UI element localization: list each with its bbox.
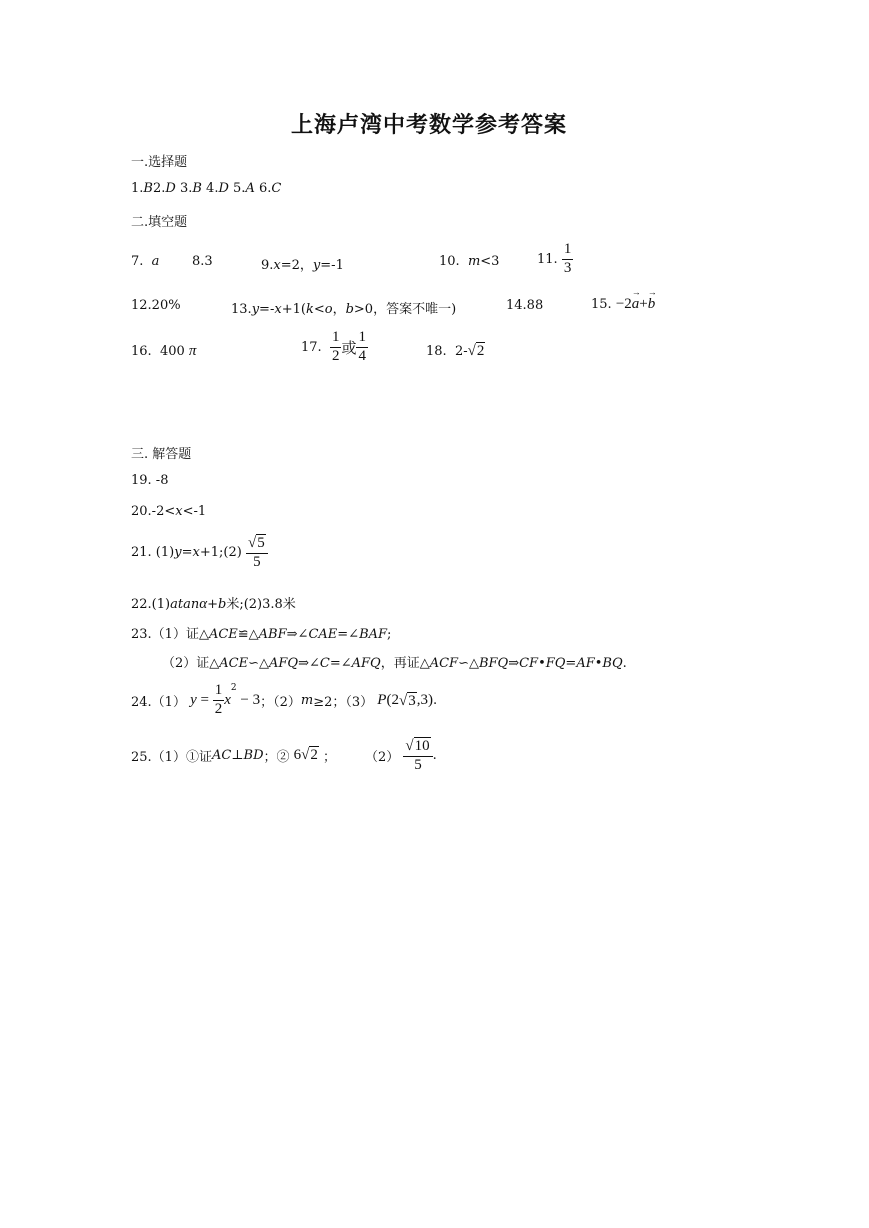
q13-x: x: [274, 302, 282, 317]
q17-or: 或: [341, 340, 357, 357]
q24-y: y: [190, 692, 197, 708]
q24-part3-label: ≥2；（3）: [313, 695, 374, 710]
q25-numerator: [403, 737, 432, 757]
q21-label: 21. (1): [131, 544, 175, 560]
q7-answer: a: [151, 254, 160, 269]
q20-rest: <-1: [182, 504, 207, 519]
q22-b: b: [217, 597, 227, 612]
q11-fraction: [562, 242, 574, 277]
q24-radicand: 3: [408, 692, 416, 709]
q25-perp: ⊥: [231, 747, 244, 763]
section-solve-heading: 三. 解答题: [131, 447, 192, 462]
q23-similar-2: ∽△: [458, 656, 479, 671]
q22-plus: +: [207, 597, 218, 612]
q10-m: m: [467, 254, 481, 269]
q23-similar: ∽△: [248, 656, 269, 671]
q25-semicolon: ；: [323, 749, 337, 765]
q10-val: <3: [480, 254, 500, 269]
q7-label: 7.: [131, 254, 144, 269]
q23-fq: FQ: [545, 656, 566, 671]
q21-fraction: [246, 534, 268, 571]
q13-y: y: [251, 302, 260, 317]
q22-answer-line: [131, 593, 296, 613]
q6-answer: C: [271, 181, 282, 196]
q18-answer-line: [426, 342, 485, 360]
q17-numerator-1: 1: [330, 330, 342, 348]
q23-ace-2: ACE: [219, 656, 249, 671]
q13-b: b: [345, 302, 354, 317]
q23-implies-3: ⇒: [508, 656, 520, 671]
q15-vector-a: a →: [632, 296, 640, 313]
q25-ac: AC: [211, 747, 232, 763]
q23-cf: CF: [519, 656, 539, 671]
q25-six: 6: [293, 746, 302, 763]
q25-part2-label: （2）: [365, 749, 400, 765]
q25-bd: BD: [243, 747, 264, 763]
q10-answer-line: [439, 254, 499, 269]
q20-answer-line: [131, 504, 206, 519]
q2-label: 2.: [152, 181, 166, 196]
q14-answer: 14.88: [506, 298, 544, 313]
q21-denominator: 5: [253, 553, 261, 570]
q23-bq: BQ: [602, 656, 623, 671]
q13-o: o: [324, 302, 333, 317]
q23-answer-line-1: [131, 623, 391, 642]
q23-cae: CAE: [308, 627, 338, 642]
q23-semicolon: ;: [387, 627, 392, 642]
q24-answer-line: [131, 683, 437, 718]
q23-acf: ACF: [429, 656, 459, 671]
q11-numerator: 1: [562, 242, 574, 260]
q22-atan: atan: [170, 597, 200, 612]
q13-lt: <: [313, 302, 325, 317]
q2-answer: D: [165, 181, 176, 196]
q23-implies-2: ⇒∠: [298, 656, 320, 671]
q25-part1-2: ；②: [263, 749, 290, 765]
q24-x: x: [224, 692, 231, 708]
q9-label: 9.: [261, 258, 274, 273]
sqrt-symbol: √10: [405, 738, 430, 754]
q24-coord-open: (2: [386, 692, 399, 708]
q6-label: 6.: [254, 181, 272, 196]
q23-abf: ABF: [258, 627, 287, 642]
q17-denominator-2: 4: [358, 347, 366, 364]
q23-congruent: ≌△: [237, 627, 259, 642]
q19-answer: 19. -8: [131, 473, 169, 488]
q9-y: y: [312, 258, 321, 273]
q20-x: x: [175, 504, 183, 519]
q23-part1-label: 23.（1）证△: [131, 627, 209, 642]
q10-label: 10.: [439, 254, 460, 269]
q17-fraction-2: [356, 330, 368, 365]
section-choice-heading: 一.选择题: [131, 155, 188, 170]
q9-yval: =-1: [320, 258, 344, 273]
alpha-symbol: α: [199, 596, 208, 612]
q23-period: .: [622, 656, 627, 671]
q13-plus: +1(: [281, 302, 306, 317]
q4-label: 4.: [201, 181, 219, 196]
q23-baf: BAF: [359, 627, 388, 642]
q24-numerator: 1: [213, 683, 225, 701]
q24-fraction: [213, 683, 225, 718]
q16-value: 400: [159, 344, 185, 359]
q9-answer-line: [261, 254, 344, 273]
q15-label: 15.: [591, 297, 612, 312]
q23-ace: ACE: [208, 627, 238, 642]
q5-label: 5.: [228, 181, 246, 196]
q1-answer: B: [143, 181, 153, 196]
q18-label: 18.: [426, 344, 447, 359]
choice-answers-line: [131, 181, 281, 196]
q24-denominator: 2: [214, 701, 223, 717]
q23-afq: AFQ: [269, 656, 299, 671]
q25-answer-line: [131, 737, 437, 774]
q13-answer-line: [231, 298, 456, 317]
q13-rest: >0，答案不唯一): [353, 302, 457, 317]
section-fill-heading: 二.填空题: [131, 215, 188, 230]
q17-denominator-1: 2: [331, 347, 340, 364]
q18-two: 2-: [454, 344, 468, 359]
q12-answer: 12.20%: [131, 298, 181, 313]
q24-eq: =: [196, 692, 213, 708]
q3-label: 3.: [175, 181, 193, 196]
q21-y: y: [174, 544, 182, 560]
q21-part2: +1;(2): [199, 544, 242, 560]
q25-radicand: 2: [310, 747, 318, 764]
q24-m: m: [300, 693, 314, 708]
q21-answer-line: [131, 534, 268, 571]
q25-part1-label: 25.（1）①证: [131, 749, 212, 765]
q24-period: .: [432, 693, 438, 708]
q23-c: C: [319, 656, 330, 671]
q17-fraction-1: [330, 330, 342, 365]
q17-numerator-2: 1: [356, 330, 368, 348]
q1-label: 1.: [131, 181, 144, 196]
q8-answer: 8.3: [192, 254, 213, 269]
pi-symbol: π: [188, 343, 197, 359]
q11-label: 11.: [537, 251, 558, 267]
q24-minus3: − 3: [236, 692, 261, 708]
q15-vector-b: b →: [648, 296, 656, 313]
q15-plus: +: [639, 296, 648, 312]
q23-eq: =∠: [337, 627, 360, 642]
q18-radicand: 2: [476, 343, 485, 359]
q25-period: .: [432, 747, 437, 763]
q24-p: P: [377, 692, 387, 708]
q11-answer-line: [537, 242, 573, 277]
q13-eq: =-: [259, 302, 275, 317]
q24-exponent: 2: [230, 683, 237, 693]
q13-label: 13.: [231, 302, 252, 317]
q16-answer-line: [131, 343, 196, 360]
q24-part2-label: ；（2）: [260, 695, 301, 710]
q21-numerator: [246, 534, 268, 554]
q21-x: x: [192, 544, 200, 560]
q23-af: AF: [576, 656, 595, 671]
q13-k: k: [305, 302, 314, 317]
q5-answer: A: [245, 181, 255, 196]
q9-xval: =2，: [280, 258, 313, 273]
q4-answer: D: [218, 181, 229, 196]
q23-afq-2: AFQ: [351, 656, 381, 671]
q24-part1-label: 24.（1）: [131, 695, 186, 710]
q23-dot-1: •: [538, 656, 546, 671]
q23-eq-3: =: [565, 656, 577, 671]
q22-label: 22.(1): [131, 597, 171, 612]
q25-denominator: 5: [414, 756, 422, 773]
q15-coef: −2: [615, 296, 632, 312]
q22-rest: 米;(2)3.8米: [226, 597, 296, 612]
q3-answer: B: [192, 181, 202, 196]
sqrt-symbol: √5: [247, 535, 265, 551]
page-title: 上海卢湾中考数学参考答案: [291, 112, 568, 138]
q15-answer-line: [591, 296, 655, 313]
sqrt-symbol: √2: [301, 747, 318, 764]
q21-radicand: 5: [257, 535, 265, 551]
q23-then: ，再证△: [380, 656, 430, 671]
q23-implies: ⇒∠: [286, 627, 309, 642]
q25-fraction: [403, 737, 432, 774]
q23-answer-line-2: [162, 652, 627, 671]
q25-radicand-2: 10: [414, 738, 430, 754]
q17-label: 17.: [301, 339, 322, 355]
q7-answer-line: [131, 254, 159, 269]
q16-label: 16.: [131, 344, 152, 359]
q21-eq: =: [181, 544, 193, 560]
q24-coord-close: ,3): [416, 692, 433, 708]
q11-denominator: 3: [563, 259, 572, 276]
sqrt-symbol: √3: [398, 692, 416, 709]
q23-dot-2: •: [594, 656, 603, 671]
q13-comma: ，: [332, 302, 346, 317]
sqrt-symbol: √2: [467, 343, 485, 359]
q23-part2-label: （2）证△: [162, 656, 220, 671]
q23-bfq: BFQ: [478, 656, 509, 671]
q20-label: 20.-2<: [131, 504, 176, 519]
q17-answer-line: [301, 330, 368, 365]
q23-eq-2: =∠: [329, 656, 352, 671]
q9-x: x: [273, 258, 281, 273]
